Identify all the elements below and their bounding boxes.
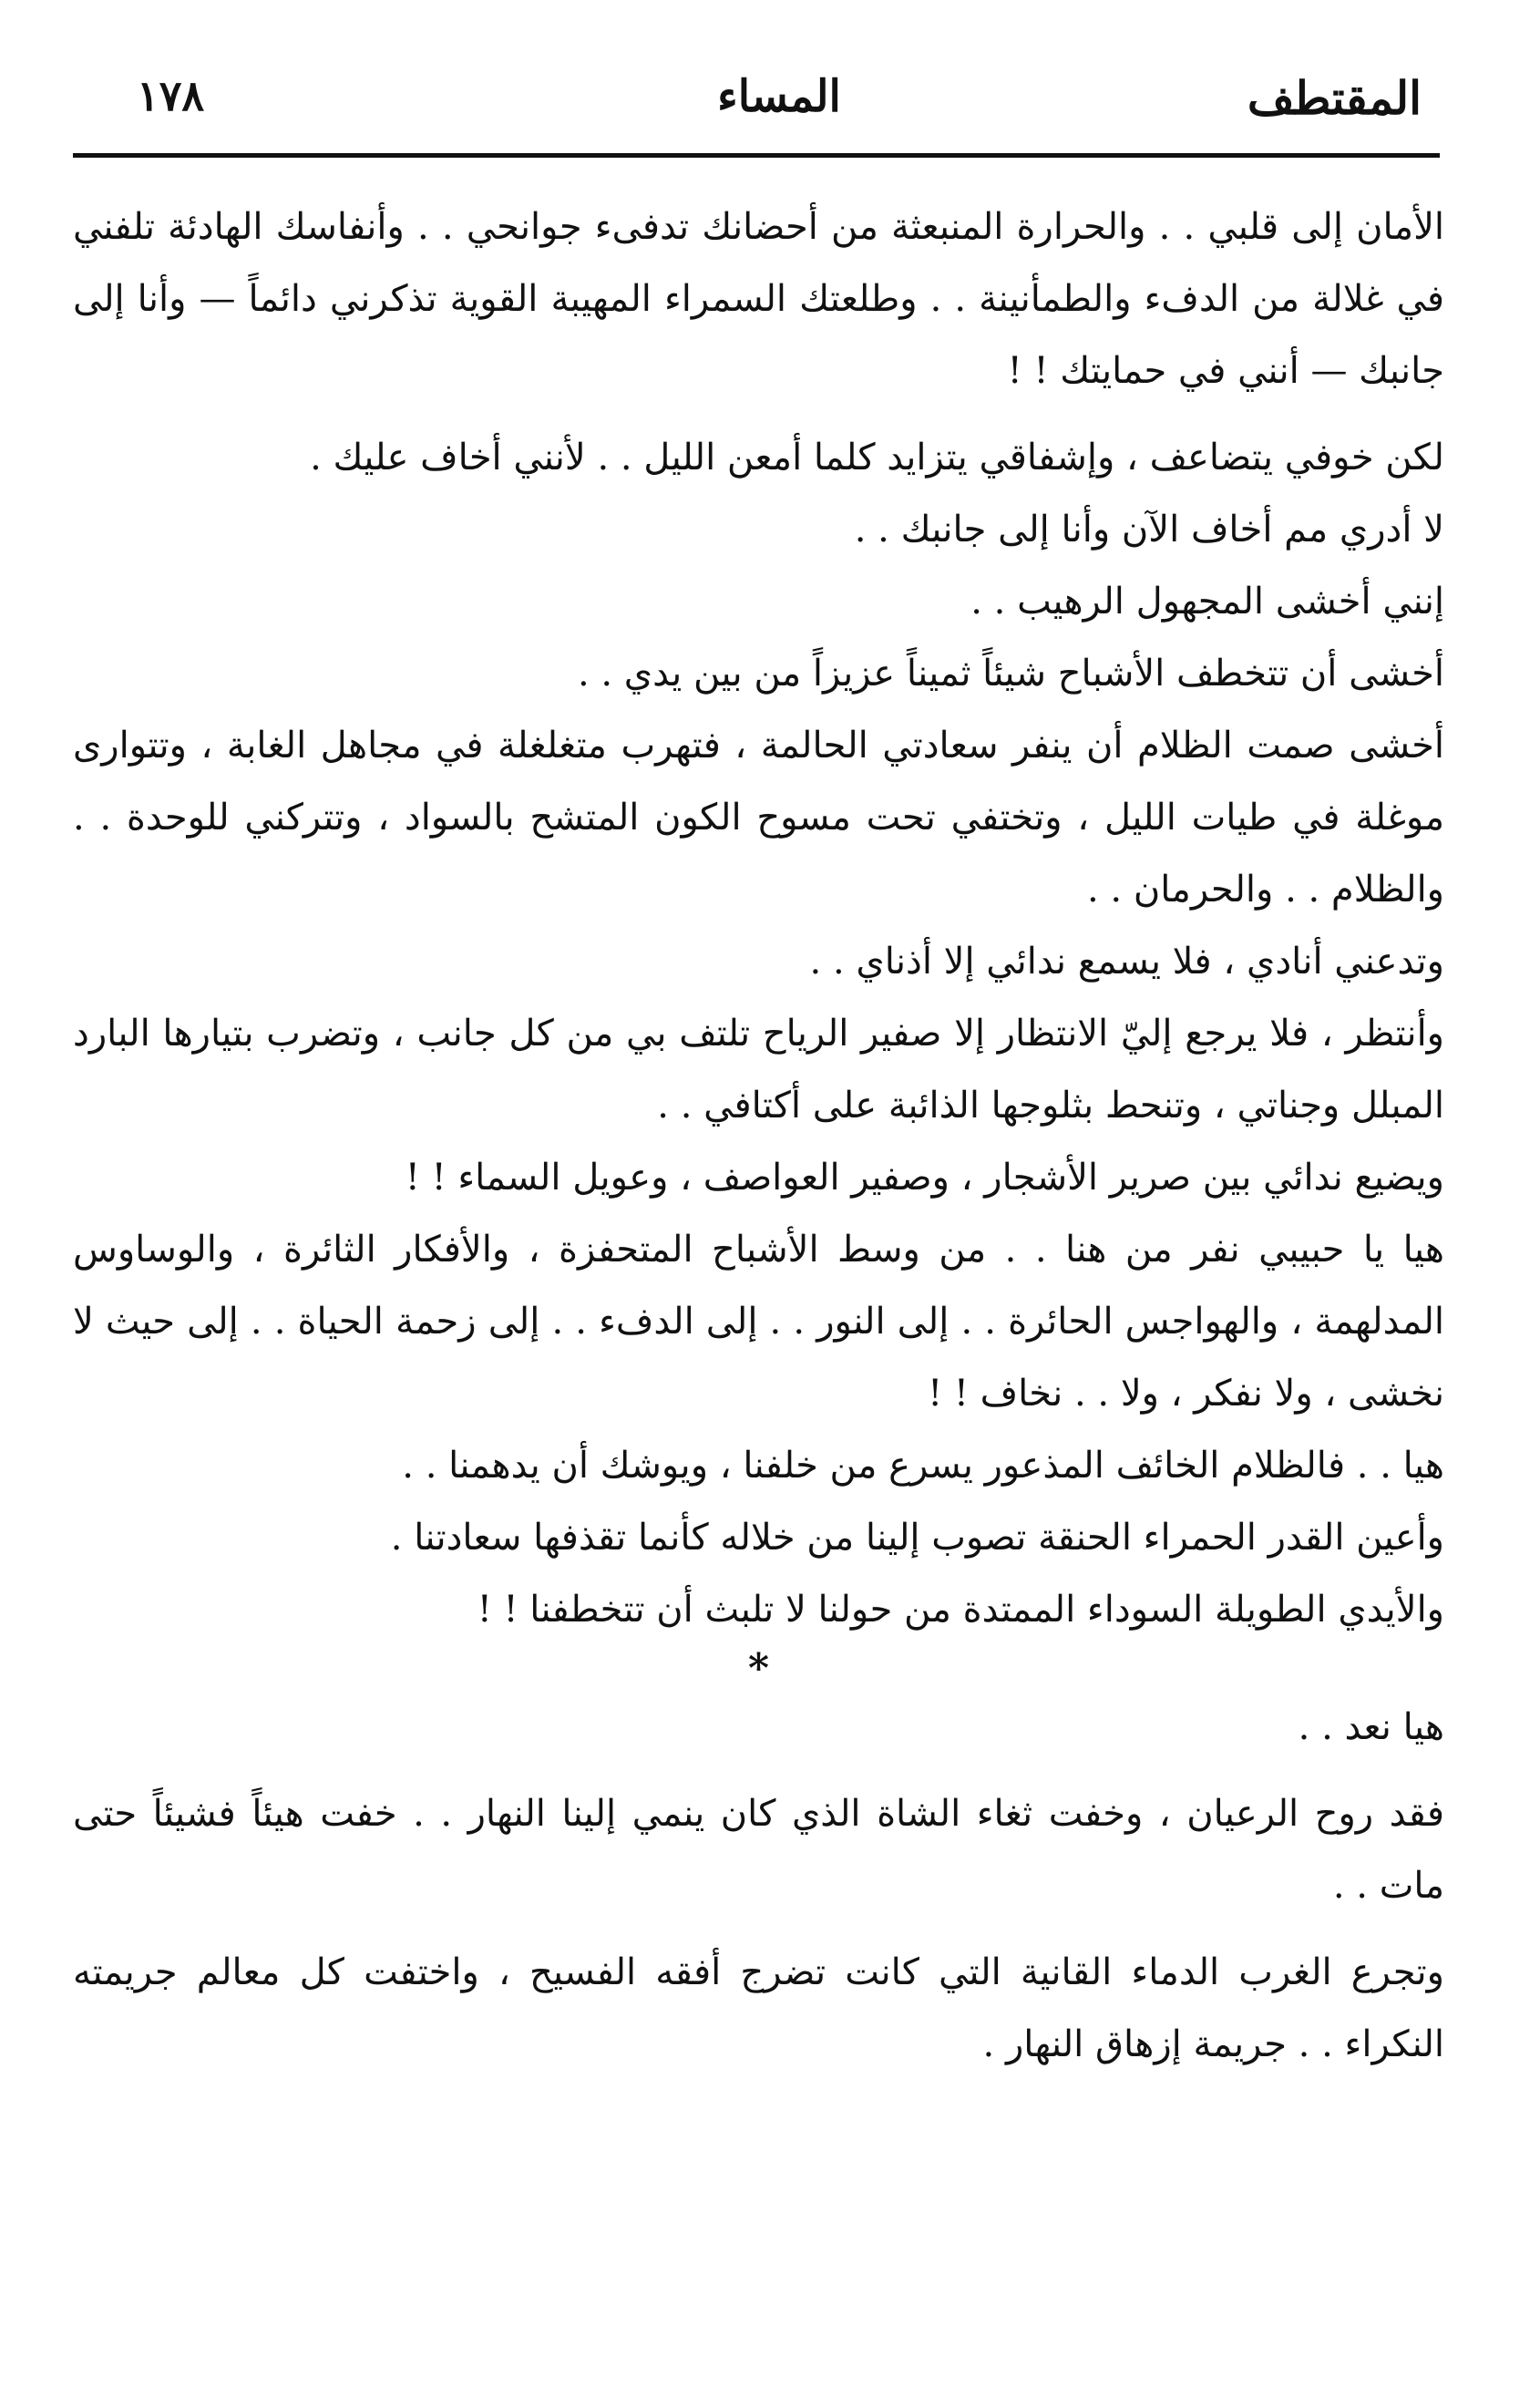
- paragraph: لكن خوفي يتضاعف ، وإشفاقي يتزايد كلما أمعن الليل . . لأنني أخاف عليك .: [310, 437, 1444, 479]
- paragraph: الأمان إلى قلبي . . والحرارة المنبعثة من أحضانك تدفىء جوانحي . . وأنفاسك الهادئة تلفني في غلالة من الدفء والطمأنينة . . وطلعتك السمراء المهيبة القوية تذكرني دائماً — وأنا إلى جانبك — أنني في حمايتك ! !: [73, 206, 1444, 392]
- article-body: [73, 191, 1444, 2081]
- paragraph: والأيدي الطويلة السوداء الممتدة من حولنا لا تلبث أن تتخطفنا ! !: [477, 1589, 1444, 1631]
- paragraph: وتدعني أنادي ، فلا يسمع ندائي إلا أذناي . .: [809, 941, 1444, 983]
- page-header: [137, 71, 1422, 135]
- paragraph: فقد روح الرعيان ، وخفت ثغاء الشاة الذي كان ينمي إلينا النهار . . خفت هيئاً فشيئاً حتى مات . .: [73, 1793, 1444, 1907]
- paragraph: إنني أخشى المجهول الرهيب . .: [970, 581, 1444, 623]
- paragraph: وأنتظر ، فلا يرجع إليّ الانتظار إلا صفير الرياح تلتف بي من كل جانب ، وتضرب بتيارها البارد المبلل وجناتي ، وتنحط بثلوجها الذائبة على أكتافي . .: [73, 1013, 1444, 1127]
- paragraph: هيا . . فالظلام الخائف المذعور يسرع من خلفنا ، ويوشك أن يدهمنا . .: [402, 1445, 1444, 1487]
- paragraph: أخشى صمت الظلام أن ينفر سعادتي الحالمة ، فتهرب متغلغلة في مجاهل الغابة ، وتتوارى موغلة في طيات الليل ، وتختفي تحت مسوح الكون المتشح بالسواد ، وتتركني للوحدة . . والظلام . . والحرمان . .: [73, 725, 1445, 911]
- journal-name: المقتطف: [1247, 71, 1422, 125]
- paragraph: لا أدري مم أخاف الآن وأنا إلى جانبك . .: [854, 509, 1444, 551]
- article-title: المساء: [717, 71, 841, 122]
- paragraph: ويضيع ندائي بين صرير الأشجار ، وصفير العواصف ، وعويل السماء ! !: [405, 1157, 1444, 1199]
- paragraph: وتجرع الغرب الدماء القانية التي كانت تضرج أفقه الفسيح ، واختفت كل معالم جريمته النكراء . . جريمة إزهاق النهار .: [73, 1951, 1444, 2065]
- page-number: ١٧٨: [137, 71, 205, 120]
- paragraph: أخشى أن تتخطف الأشباح شيئاً ثميناً عزيزاً من بين يدي . .: [577, 653, 1444, 695]
- paragraph: هيا نعد . .: [1298, 1706, 1444, 1748]
- header-rule: [73, 153, 1440, 158]
- paragraph: وأعين القدر الحمراء الحنقة تصوب إلينا من خلاله كأنما تقذفها سعادتنا .: [390, 1517, 1444, 1559]
- section-separator: *: [747, 1645, 769, 1692]
- paragraph: هيا يا حبيبي نفر من هنا . . من وسط الأشباح المتحفزة ، والأفكار الثائرة ، والوساوس المدلهمة ، والهواجس الحائرة . . إلى النور . . إلى الدفء . . إلى زحمة الحياة . . إلى حيث لا نخشى ، ولا نفكر ، ولا . . نخاف ! !: [73, 1229, 1444, 1415]
